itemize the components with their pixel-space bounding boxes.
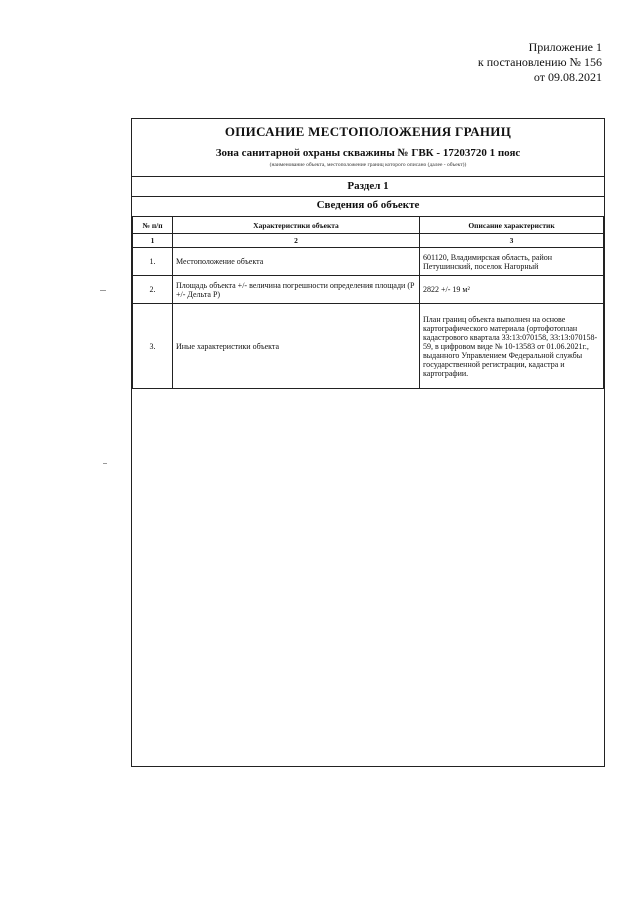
row-number-cell: 3. xyxy=(133,304,173,389)
column-number-cell: 3 xyxy=(420,234,604,248)
divider xyxy=(132,176,604,177)
document-frame xyxy=(131,118,605,767)
table-header-row xyxy=(133,217,604,234)
header-cell-number: № п/п xyxy=(133,217,173,234)
divider xyxy=(132,196,604,197)
appendix-note xyxy=(478,40,602,85)
document-title: ОПИСАНИЕ МЕСТОПОЛОЖЕНИЯ ГРАНИЦ xyxy=(224,124,512,139)
row-characteristic-cell: Площадь объекта +/- величина погрешности определения площади (Р +/- Дельта Р) xyxy=(173,276,420,304)
appendix-line-3: от 09.08.2021 xyxy=(533,70,602,84)
document-caption: (наименование объекта, местоположение границ которого описано (далее - объект)) xyxy=(269,162,467,168)
scan-mark xyxy=(103,463,107,464)
section-subtitle: Сведения об объекте xyxy=(316,199,420,211)
document-subtitle: Зона санитарной охраны скважины № ГВК - 17203720 1 пояс xyxy=(215,147,521,159)
table-row xyxy=(133,248,604,276)
scan-mark xyxy=(100,290,106,291)
row-number-cell: 2. xyxy=(133,276,173,304)
header-cell-characteristic: Характеристики объекта xyxy=(173,217,420,234)
table-row xyxy=(133,304,604,389)
row-description-cell: 2822 +/- 19 м² xyxy=(420,276,604,304)
row-description-cell: 601120, Владимирская область, район Петушинский, поселок Нагорный xyxy=(420,248,604,276)
section-title: Раздел 1 xyxy=(347,180,389,192)
row-description-cell: План границ объекта выполнен на основе картографического материала (ортофотоплан кадастрового квартала 33:13:070158, 33:13:070158-59, в цифровом виде № 10-13583 от 01.06.2021г., выданного Управлением Федеральной службы государственной регистрации, кадастра и картографии. xyxy=(420,304,604,389)
column-number-cell: 1 xyxy=(133,234,173,248)
table-row xyxy=(133,276,604,304)
row-characteristic-cell: Иные характеристики объекта xyxy=(173,304,420,389)
appendix-line-2: к постановлению № 156 xyxy=(477,55,602,69)
row-characteristic-cell: Местоположение объекта xyxy=(173,248,420,276)
row-number-cell: 1. xyxy=(133,248,173,276)
column-number-cell: 2 xyxy=(173,234,420,248)
table-column-numbers-row xyxy=(133,234,604,248)
object-info-table xyxy=(132,216,604,389)
appendix-line-1: Приложение 1 xyxy=(528,40,602,54)
header-cell-description: Описание характеристик xyxy=(420,217,604,234)
